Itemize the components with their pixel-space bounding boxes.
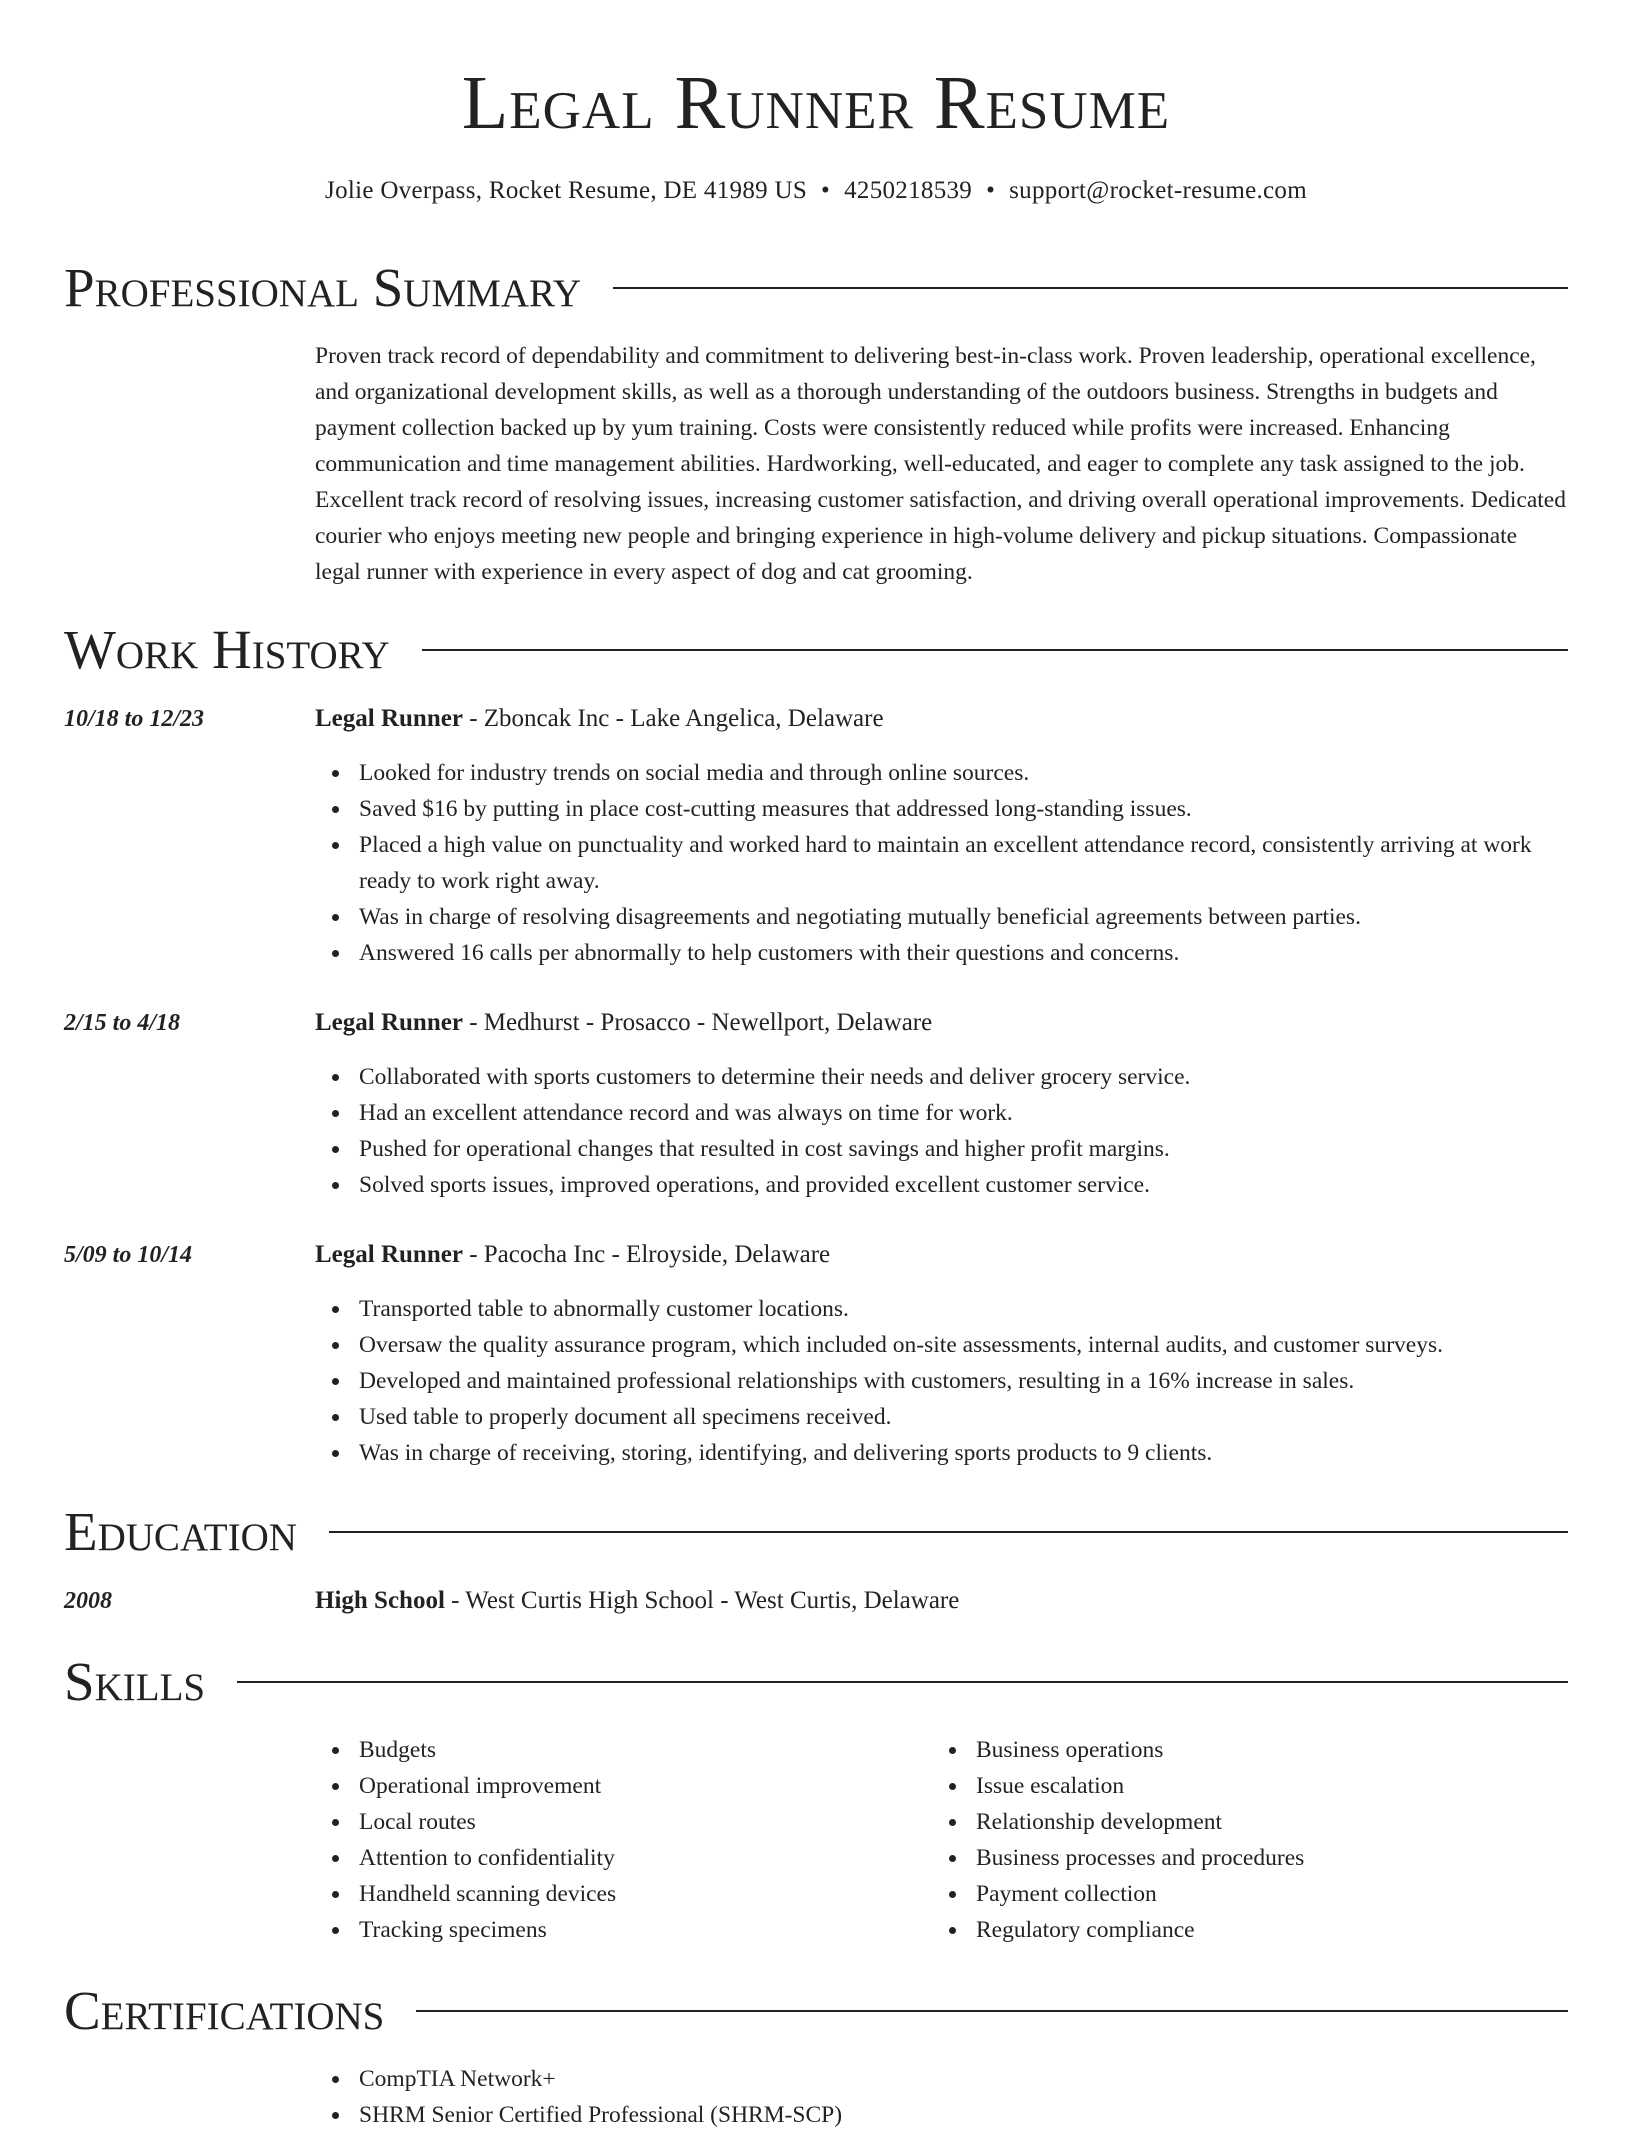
certifications-section (64, 1978, 1568, 2044)
list-item: Developed and maintained professional relationships with customers, resulting in a 16% increase in sales. (359, 1363, 1568, 1399)
list-item: Solved sports issues, improved operations, and provided excellent customer service. (359, 1167, 1568, 1203)
summary-section (64, 255, 1568, 321)
job-header (315, 1005, 1568, 1041)
skill-item: Local routes (359, 1804, 915, 1840)
list-item: Was in charge of resolving disagreements and negotiating mutually beneficial agreements between parties. (359, 899, 1568, 935)
contact-line (0, 174, 1632, 208)
work-history-section (64, 617, 1568, 683)
skills-section (64, 1649, 1568, 1715)
skill-item: Issue escalation (976, 1768, 1532, 1804)
skills-header (64, 1649, 1568, 1715)
job-bullets (315, 755, 1568, 971)
education-header (64, 1499, 1568, 1565)
job-details: - Zboncak Inc - Lake Angelica, Delaware (462, 705, 884, 732)
list-item: Pushed for operational changes that resulted in cost savings and higher profit margins. (359, 1131, 1568, 1167)
summary-text: Proven track record of dependability and commitment to delivering best-in-class work. Proven leadership, operational excellence, and organizational development skills, as well as a thorough understanding of the outdoors business. Strengths in budgets and payment collection backed up by yum training. Costs were consistently reduced while profits were increased. Enhancing communication and time management abilities. Hardworking, well-educated, and eager to complete any task assigned to the job. Excellent track record of resolving issues, increasing customer satisfaction, and driving overall operational improvements. Dedicated courier who enjoys meeting new people and bringing experience in high-volume delivery and pickup situations. Compassionate legal runner with experience in every aspect of dog and cat grooming. (315, 343, 1566, 585)
job-dates: 10/18 to 12/23 (64, 706, 205, 732)
list-item: Used table to properly document all specimens received. (359, 1399, 1568, 1435)
certifications-heading: Certifications (64, 1980, 385, 2041)
skill-item: Regulatory compliance (976, 1912, 1532, 1948)
job-header (315, 701, 1568, 737)
section-divider (237, 1681, 1568, 1683)
section-divider (613, 287, 1568, 289)
list-item: Looked for industry trends on social media and through online sources. (359, 755, 1568, 791)
section-divider (422, 649, 1568, 651)
education-year: 2008 (64, 1588, 112, 1614)
certification-item: CompTIA Network+ (359, 2061, 1215, 2097)
contact-separator: • (986, 177, 996, 204)
education-degree: High School (315, 1587, 445, 1614)
skill-item: Tracking specimens (359, 1912, 915, 1948)
job-role: Legal Runner (315, 1009, 463, 1036)
job-bullets (315, 1059, 1568, 1203)
job-dates: 2/15 to 4/18 (64, 1010, 181, 1036)
job-details: - Medhurst - Prosacco - Newellport, Delaware (462, 1009, 933, 1036)
list-item: Placed a high value on punctuality and worked hard to maintain an excellent attendance record, consistently arriving at work ready to work right away. (359, 827, 1568, 899)
list-item: Transported table to abnormally customer locations. (359, 1291, 1568, 1327)
contact-separator: • (821, 177, 831, 204)
certification-item: SHRM Senior Certified Professional (SHRM-SCP) (359, 2097, 1215, 2133)
list-item: Had an excellent attendance record and was always on time for work. (359, 1095, 1568, 1131)
education-section (64, 1499, 1568, 1565)
job-dates: 5/09 to 10/14 (64, 1242, 193, 1268)
job-details: - Pacocha Inc - Elroyside, Delaware (462, 1241, 831, 1268)
summary-header (64, 255, 1568, 321)
work-history-heading: Work History (64, 619, 390, 680)
skill-item: Operational improvement (359, 1768, 915, 1804)
skills-heading: Skills (64, 1651, 206, 1712)
work-history-header (64, 617, 1568, 683)
skill-item: Relationship development (976, 1804, 1532, 1840)
education-header-line (315, 1583, 1568, 1619)
certifications-list (315, 2061, 1215, 2133)
skills-list-right (932, 1732, 1532, 1948)
section-divider (416, 2010, 1568, 2012)
list-item: Saved $16 by putting in place cost-cutting measures that addressed long-standing issues. (359, 791, 1568, 827)
skill-item: Payment collection (976, 1876, 1532, 1912)
list-item: Oversaw the quality assurance program, which included on-site assessments, internal audits, and customer surveys. (359, 1327, 1568, 1363)
contact-phone: 4250218539 (844, 177, 973, 204)
section-divider (329, 1531, 1568, 1533)
skill-item: Budgets (359, 1732, 915, 1768)
skill-item: Business operations (976, 1732, 1532, 1768)
list-item: Was in charge of receiving, storing, identifying, and delivering sports products to 9 clients. (359, 1435, 1568, 1471)
skill-item: Business processes and procedures (976, 1840, 1532, 1876)
education-heading: Education (64, 1501, 297, 1562)
education-details: - West Curtis High School - West Curtis, Delaware (444, 1587, 960, 1614)
resume-title: Legal Runner Resume (461, 61, 1171, 145)
summary-heading: Professional Summary (64, 257, 582, 318)
skill-item: Attention to confidentiality (359, 1840, 915, 1876)
contact-address: Jolie Overpass, Rocket Resume, DE 41989 US (325, 177, 808, 204)
list-item: Answered 16 calls per abnormally to help customers with their questions and concerns. (359, 935, 1568, 971)
job-role: Legal Runner (315, 705, 463, 732)
contact-email: support@rocket-resume.com (1009, 177, 1307, 204)
skills-list-left (315, 1732, 915, 1948)
job-role: Legal Runner (315, 1241, 463, 1268)
job-header (315, 1237, 1568, 1273)
list-item: Collaborated with sports customers to determine their needs and deliver grocery service. (359, 1059, 1568, 1095)
skill-item: Handheld scanning devices (359, 1876, 915, 1912)
job-bullets (315, 1291, 1568, 1471)
certifications-header (64, 1978, 1568, 2044)
